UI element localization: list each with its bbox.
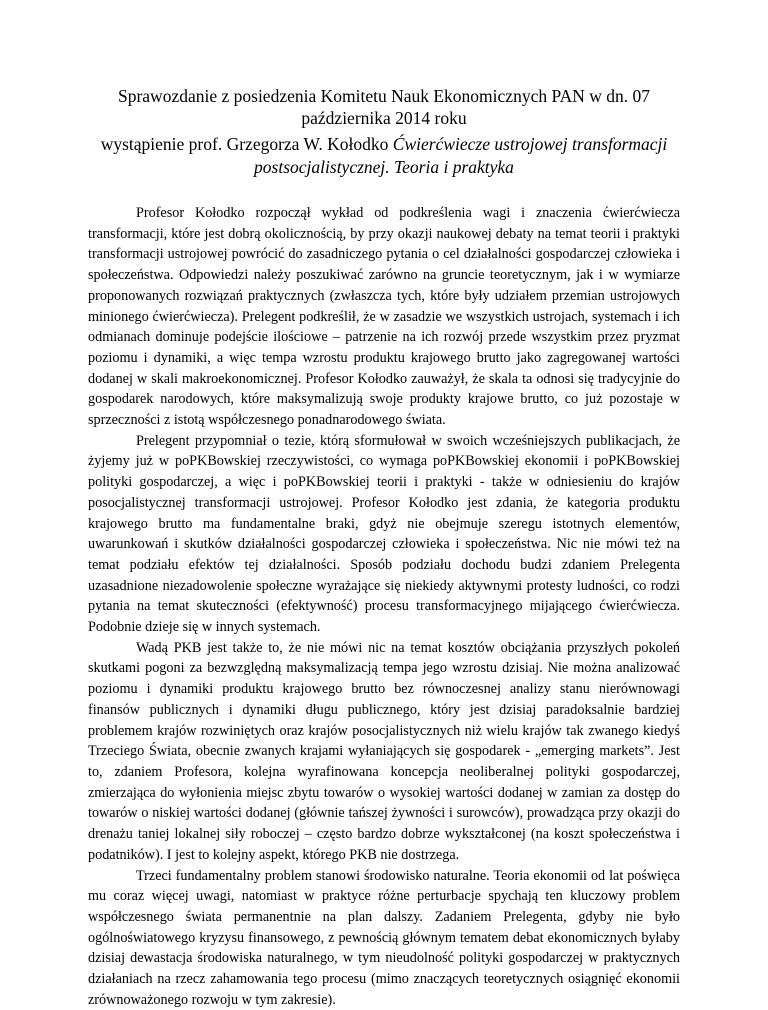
paragraph-1: Profesor Kołodko rozpoczął wykład od podkreślenia wagi i znaczenia ćwierćwiecza transformacji, które jest dobrą okolicznością, by przy okazji naukowej debaty na temat teorii i praktyki transformacji ustrojowej powrócić do zasadniczego pytania o cel działalności gospodarczej człowieka i społeczeństwa. Odpowiedzi należy poszukiwać zarówno na gruncie teoretycznym, jak i w wymiarze proponowanych rozwiązań praktycznych (zwłaszcza tych, które były udziałem przemian ustrojowych minionego ćwierćwiecza). Prelegent podkreślił, że w zasadzie we wszystkich ustrojach, systemach i ich odmianach dominuje podejście ilościowe – patrzenie na ich rozwój przede wszystkim przez pryzmat poziomu i dynamiki, a więc tempa wzrostu produktu krajowego brutto jako zagregowanej wartości dodanej w skali makroekonomicznej. Profesor Kołodko zauważył, że skala ta odnosi się tradycyjnie do gospodarek narodowych, które maksymalizują swoje produkty krajowe brutto, co już pozostaje w sprzeczności z istotą współczesnego ponadnarodowego świata. [88, 203, 680, 431]
paragraph-3: Wadą PKB jest także to, że nie mówi nic na temat kosztów obciążania przyszłych pokoleń skutkami pogoni za bezwzględną maksymalizacją tempa jego wzrostu dzisiaj. Nie można analizować poziomu i dynamiki produktu krajowego brutto bez równoczesnej analizy stanu nierównowagi finansów publicznych i dynamiki długu publicznego, który jest dzisiaj paradoksalnie bardziej problemem krajów rozwiniętych oraz krajów posocjalistycznych niż wielu krajów tak zwanego kiedyś Trzeciego Świata, obecnie zwanych krajami wyłaniających się gospodarek - „emerging markets”. Jest to, zdaniem Profesora, kolejna wyrafinowana koncepcja neoliberalnej polityki gospodarczej, zmierzająca do wyłonienia miejsc zbytu towarów o wysokiej wartości dodanej w zamian za dostęp do towarów o niskiej wartości dodanej (głównie tańszej żywności i surowców), prowadząca przy okazji do drenażu taniej lokalnej siły roboczej – często bardzo dobrze wykształconej (na koszt społeczeństwa i podatników). I jest to kolejny aspekt, którego PKB nie dostrzega. [88, 638, 680, 866]
paragraph-4: Trzeci fundamentalny problem stanowi środowisko naturalne. Teoria ekonomii od lat poświęca mu coraz więcej uwagi, natomiast w praktyce różne perturbacje spychają ten kluczowy problem współczesnego świata permanentnie na plan dalszy. Zadaniem Prelegenta, gdyby nie było ogólnoświatowego kryzysu finansowego, z pewnością głównym tematem debat ekonomicznych byłaby dzisiaj dewastacja środowiska naturalnego, w tym nieudolność polityki gospodarczej w praktycznych działaniach na rzecz zahamowania tego procesu (mimo znaczących teoretycznych osiągnięć ekonomii zrównoważonego rozwoju w tym zakresie). [88, 866, 680, 1010]
lecture-title: Ćwierćwiecze ustrojowej transformacji postsocjalistycznej. Teoria i praktyka [254, 134, 667, 177]
document-subtitle [88, 133, 680, 179]
document-title: Sprawozdanie z posiedzenia Komitetu Nauk Ekonomicznych PAN w dn. 07 października 2014 roku [88, 85, 680, 129]
subtitle-prefix: wystąpienie prof. Grzegorza W. Kołodko [101, 134, 393, 154]
paragraph-2: Prelegent przypomniał o tezie, którą sformułował w swoich wcześniejszych publikacjach, że żyjemy już w poPKBowskiej rzeczywistości, co wymaga poPKBowskiej ekonomii i poPKBowskiej polityki gospodarczej, a więc i poPKBowskiej teorii i praktyki - także w odniesieniu do krajów posocjalistycznej transformacji ustrojowej. Profesor Kołodko jest zdania, że kategoria produktu krajowego brutto ma fundamentalne braki, gdyż nie obejmuje szeregu istotnych elementów, uwarunkowań i skutków działalności gospodarczej człowieka i społeczeństwa. Nic nie mówi też na temat podziału efektów tej działalności. Sposób podziału dochodu budzi zdaniem Prelegenta uzasadnione niezadowolenie społeczne wyrażające się niekiedy aktywnymi protesty ludności, co rodzi pytania na temat skuteczności (efektywność) procesu transformacyjnego mijającego ćwierćwiecza. Podobnie dzieje się w innych systemach. [88, 431, 680, 638]
document-page [88, 85, 680, 1010]
title-block [88, 85, 680, 179]
